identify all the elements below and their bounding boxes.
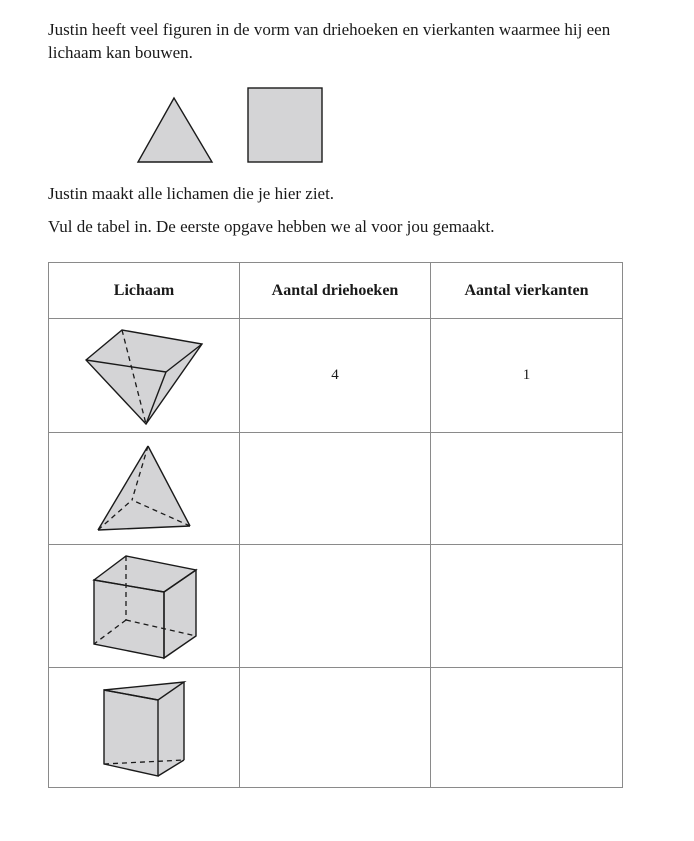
triangles-count[interactable] [240, 433, 431, 545]
squares-count[interactable] [431, 545, 623, 668]
square-icon [248, 88, 322, 162]
table-row [49, 545, 623, 668]
header-aantal-vierkanten: Aantal vierkanten [431, 263, 623, 319]
squares-count[interactable]: 1 [431, 319, 623, 433]
solid-cell [49, 319, 240, 433]
answer-table [48, 262, 623, 788]
table-row [49, 319, 623, 433]
table-row [49, 668, 623, 788]
shapes-illustration [130, 84, 330, 168]
cube-icon [88, 550, 200, 662]
table-header-row [49, 263, 623, 319]
triangles-count[interactable] [240, 545, 431, 668]
solid-cell [49, 545, 240, 668]
table-row [49, 433, 623, 545]
header-lichaam: Lichaam [49, 263, 240, 319]
triangular-prism-icon [98, 676, 190, 780]
solid-cell [49, 433, 240, 545]
solid-cell [49, 668, 240, 788]
tetrahedron-icon [92, 442, 196, 536]
squares-count[interactable] [431, 433, 623, 545]
triangle-icon [138, 98, 212, 162]
paragraph-2: Justin maakt alle lichamen die je hier ziet. [48, 184, 335, 203]
intro-text: Justin heeft veel figuren in de vorm van driehoeken en vierkanten waarmee hij een lichaam kan bouwen. [48, 20, 611, 62]
square-pyramid-icon [82, 324, 206, 428]
triangles-count[interactable] [240, 668, 431, 788]
triangles-count[interactable]: 4 [240, 319, 431, 433]
paragraph-3: Vul de tabel in. De eerste opgave hebben we al voor jou gemaakt. [48, 217, 495, 236]
header-aantal-driehoeken: Aantal driehoeken [240, 263, 431, 319]
squares-count[interactable] [431, 668, 623, 788]
